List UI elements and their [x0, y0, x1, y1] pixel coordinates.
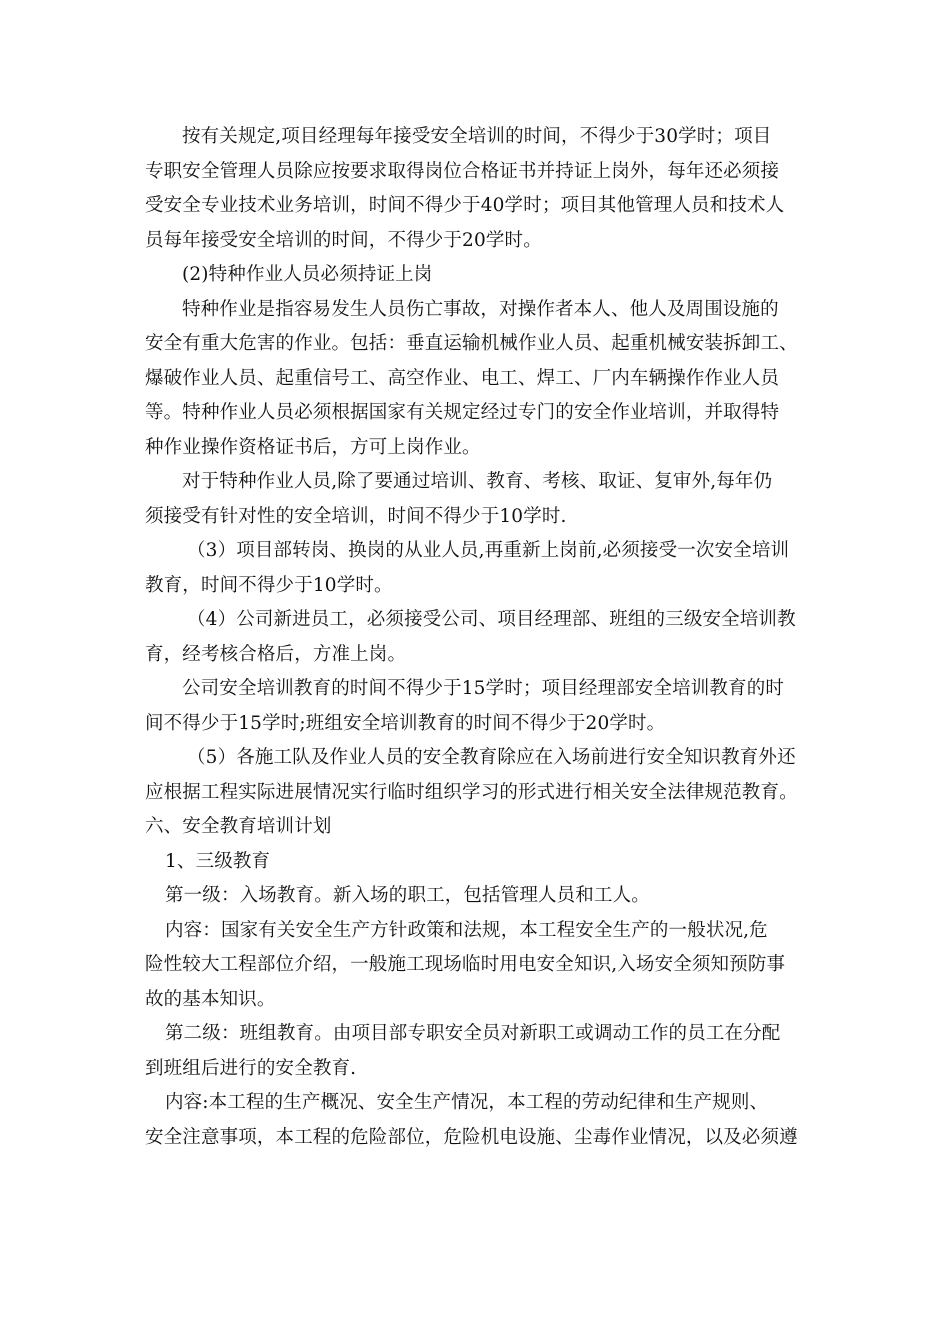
text-line: 1、三级教育 [165, 850, 271, 872]
text-line: 受安全专业技术业务培训，时间不得少于40学时；项目其他管理人员和技术人 [145, 195, 785, 216]
text-line: 爆破作业人员、起重信号工、高空作业、电工、焊工、厂内车辆操作作业人员 [145, 367, 780, 389]
text-line: 到班组后进行的安全教育. [145, 1057, 357, 1079]
text-line: 间不得少于15学时;班组安全培训教育的时间不得少于20学时。 [145, 712, 666, 734]
text-line: (2)特种作业人员必须持证上岗 [182, 264, 433, 285]
text-line: 六、安全教育培训计划 [145, 816, 332, 837]
text-line: 种作业操作资格证书后，方可上岗作业。 [145, 436, 481, 458]
text-line: 公司安全培训教育的时间不得少于15学时；项目经理部安全培训教育的时 [182, 678, 784, 699]
text-line: 险性较大工程部位介绍，一般施工现场临时用电安全知识,入场安全须知预防事 [145, 954, 786, 975]
text-line: 育，经考核合格后，方准上岗。 [145, 643, 407, 665]
text-line: 故的基本知识。 [145, 988, 276, 1010]
text-line: 第一级：入场教育。新入场的职工，包括管理人员和工人。 [165, 885, 650, 906]
text-line: 须接受有针对性的安全培训，时间不得少于10学时. [145, 505, 567, 527]
text-line: 专职安全管理人员除应按要求取得岗位合格证书并持证上岗外，每年还必须接 [145, 160, 780, 182]
document-body [145, 120, 810, 1155]
text-line: 按有关规定,项目经理每年接受安全培训的时间，不得少于30学时；项目 [182, 126, 772, 147]
text-line: 应根据工程实际进展情况实行临时组织学习的形式进行相关安全法律规范教育。 [145, 781, 798, 803]
text-line: 特种作业是指容易发生人员伤亡事故，对操作者本人、他人及周围设施的 [182, 298, 779, 320]
text-line: 安全有重大危害的作业。包括：垂直运输机械作业人员、起重机械安装拆卸工、 [145, 333, 798, 354]
text-line: 教育，时间不得少于10学时。 [145, 574, 393, 596]
text-line: 对于特种作业人员,除了要通过培训、教育、考核、取证、复审外,每年仍 [182, 471, 773, 492]
text-line: 内容：国家有关安全生产方针政策和法规，本工程安全生产的一般状况,危 [165, 919, 768, 941]
text-line: 第二级：班组教育。由项目部专职安全员对新职工或调动工作的员工在分配 [165, 1023, 781, 1044]
text-line: 内容:本工程的生产概况、安全生产情况，本工程的劳动纪律和生产规则、 [165, 1092, 769, 1113]
text-line: （4）公司新进员工，必须接受公司、项目经理部、班组的三级安全培训教 [187, 609, 796, 630]
text-line: （5）各施工队及作业人员的安全教育除应在入场前进行安全知识教育外还 [187, 747, 796, 768]
text-line: 等。特种作业人员必须根据国家有关规定经过专门的安全作业培训，并取得特 [145, 402, 780, 423]
text-line: 安全注意事项，本工程的危险部位，危险机电设施、尘毒作业情况，以及必须遵 [145, 1126, 798, 1148]
text-line: 员每年接受安全培训的时间，不得少于20学时。 [145, 229, 542, 251]
text-line: （3）项目部转岗、换岗的从业人员,再重新上岗前,必须接受一次安全培训 [187, 540, 790, 561]
